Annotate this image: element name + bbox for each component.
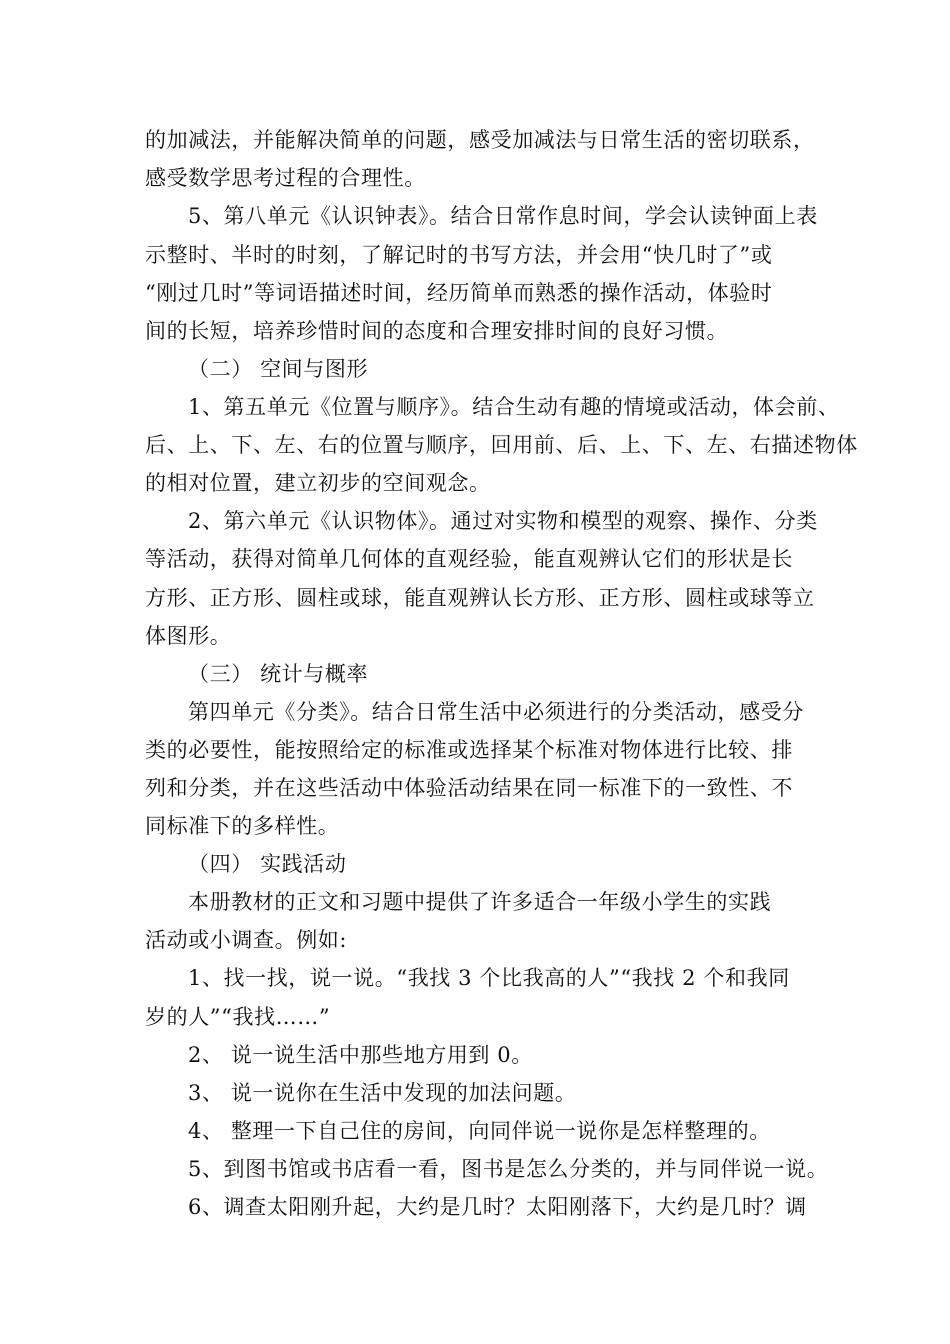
- body-text-line: 同标准下的多样性。: [145, 814, 340, 838]
- body-text-line: “刚过几时”等词语描述时间，经历简单而熟悉的操作活动，体验时: [145, 281, 773, 305]
- list-item: 5、到图书馆或书店看一看，图书是怎么分类的，并与同伴说一说。: [188, 1157, 829, 1181]
- body-text-line: 本册教材的正文和习题中提供了许多适合一年级小学生的实践: [188, 890, 772, 914]
- body-text-line: 5、第八单元《认识钟表》。结合日常作息时间，学会认读钟面上表: [188, 204, 818, 228]
- body-text-line: 类的必要性，能按照给定的标准或选择某个标准对物体进行比较、排: [145, 738, 793, 762]
- list-item: 3、 说一说你在生活中发现的加法问题。: [188, 1081, 577, 1105]
- body-text-line: 2、第六单元《认识物体》。通过对实物和模型的观察、操作、分类: [188, 509, 818, 533]
- body-text-line: 感受数学思考过程的合理性。: [145, 166, 426, 190]
- body-text-line: 1、找一找，说一说。“我找 3 个比我高的人”“我找 2 个和我同: [188, 966, 790, 990]
- body-text-line: 示整时、半时的时刻，了解记时的书写方法，并会用“快几时了”或: [145, 243, 773, 267]
- section-heading: （二） 空间与图形: [188, 357, 369, 381]
- body-text-line: 的相对位置，建立初步的空间观念。: [145, 471, 491, 495]
- list-item: 6、调查太阳刚升起，大约是几时？太阳刚落下，大约是几时？调: [188, 1195, 807, 1219]
- body-text-line: 等活动，获得对简单几何体的直观经验，能直观辨认它们的形状是长: [145, 547, 793, 571]
- body-text-line: 岁的人”“我找……”: [145, 1005, 331, 1029]
- body-text-line: 的加减法，并能解决简单的问题，感受加减法与日常生活的密切联系，: [145, 128, 815, 152]
- list-item: 4、 整理一下自己住的房间，向同伴说一说你是怎样整理的。: [188, 1119, 771, 1143]
- body-text-line: 列和分类，并在这些活动中体验活动结果在同一标准下的一致性、不: [145, 776, 793, 800]
- body-text-line: 后、上、下、左、右的位置与顺序，回用前、后、上、下、左、右描述物体: [145, 433, 858, 457]
- body-text-line: 第四单元《分类》。结合日常生活中必须进行的分类活动，感受分: [188, 700, 804, 724]
- body-text-line: 方形、正方形、圆柱或球，能直观辨认长方形、正方形、圆柱或球等立: [145, 586, 815, 610]
- section-heading: （四） 实践活动: [188, 852, 347, 876]
- section-heading: （三） 统计与概率: [188, 662, 369, 686]
- body-text-line: 体图形。: [145, 624, 232, 648]
- body-text-line: 间的长短，培养珍惜时间的态度和合理安排时间的良好习惯。: [145, 319, 729, 343]
- body-text-line: 活动或小调查。例如:: [145, 928, 348, 952]
- list-item: 2、 说一说生活中那些地方用到 0。: [188, 1043, 533, 1067]
- body-text-line: 1、第五单元《位置与顺序》。结合生动有趣的情境或活动，体会前、: [188, 395, 840, 419]
